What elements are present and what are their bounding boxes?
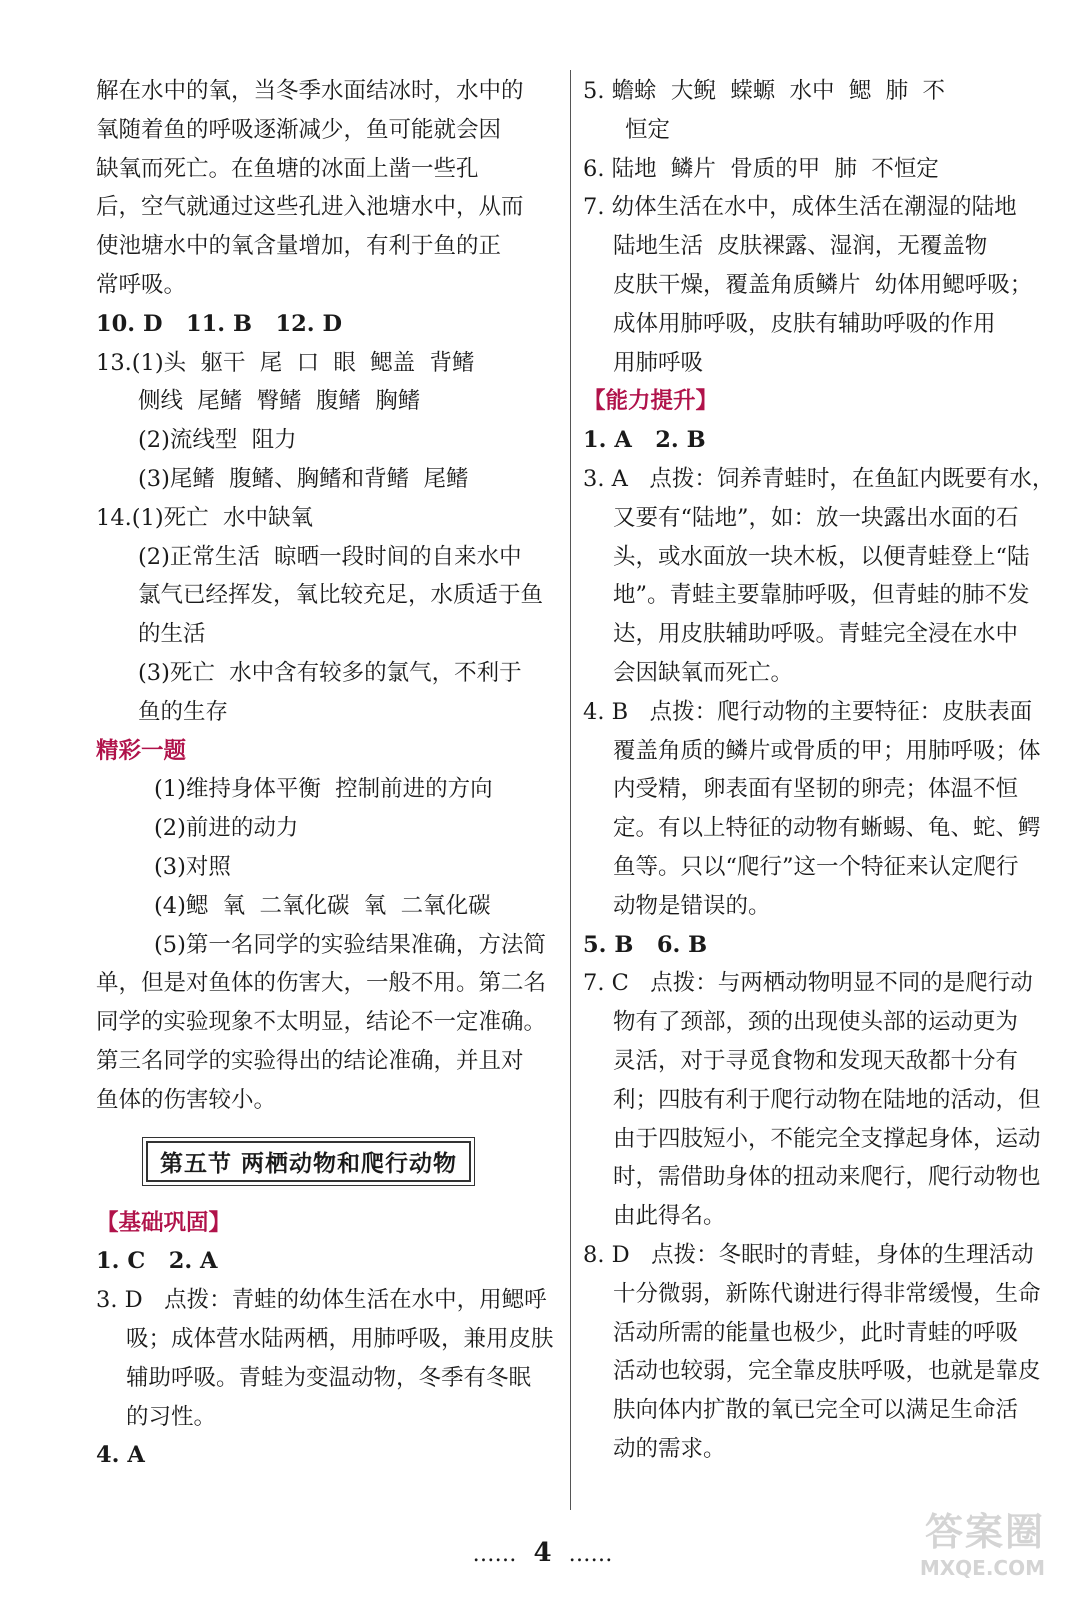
column-divider bbox=[570, 70, 571, 1510]
text-line: 动物是错误的。 bbox=[613, 892, 771, 919]
text-line: 3. D 点拨：青蛙的幼体生活在水中，用鳃呼 bbox=[96, 1287, 547, 1314]
text-line: 1. C 2. A bbox=[96, 1248, 218, 1275]
text-line: 利；四肢有利于爬行动物在陆地的活动，但 bbox=[613, 1086, 1041, 1113]
text-line: (3)尾鳍 腹鳍、胸鳍和背鳍 尾鳍 bbox=[138, 465, 469, 492]
text-line: 【能力提升】 bbox=[583, 388, 719, 415]
text-line: (2)流线型 阻力 bbox=[138, 427, 297, 454]
text-line: 第三名同学的实验得出的结论准确，并且对 bbox=[96, 1047, 524, 1074]
watermark-url: MXQE.COM bbox=[919, 1556, 1045, 1580]
footer-dots-left: …… bbox=[472, 1542, 517, 1567]
text-line: 10. D 11. B 12. D bbox=[96, 310, 342, 337]
right-lines bbox=[583, 72, 1055, 1469]
text-line: 时，需借助身体的扭动来爬行，爬行动物也 bbox=[613, 1164, 1041, 1191]
left-lines bbox=[96, 72, 566, 1120]
text-line: 8. D 点拨：冬眠时的青蛙，身体的生理活动 bbox=[583, 1241, 1034, 1268]
footer-dots-right: …… bbox=[568, 1542, 613, 1567]
text-line: 氯气已经挥发，氧比较充足，水质适于鱼 bbox=[138, 582, 544, 609]
text-line: 活动所需的能量也极少，此时青蛙的呼吸 bbox=[613, 1319, 1019, 1346]
text-line: 达，用皮肤辅助呼吸。青蛙完全浸在水中 bbox=[613, 621, 1019, 648]
text-line: (4)鳃 氧 二氧化碳 氧 二氧化碳 bbox=[154, 892, 491, 919]
left-column bbox=[96, 72, 566, 1475]
text-line: 辅助呼吸。青蛙为变温动物，冬季有冬眠 bbox=[126, 1364, 532, 1391]
text-line: 7. C 点拨：与两栖动物明显不同的是爬行动 bbox=[583, 970, 1033, 997]
text-line: 内受精，卵表面有坚韧的卵壳；体温不恒 bbox=[613, 776, 1019, 803]
text-line: 同学的实验现象不太明显，结论不一定准确。 bbox=[96, 1009, 547, 1036]
text-line: 4. A bbox=[96, 1442, 145, 1469]
text-line: 3. A 点拨：饲养青蛙时，在鱼缸内既要有水， bbox=[583, 465, 1055, 492]
text-line: 皮肤干燥，覆盖角质鳞片 幼体用鳃呼吸； bbox=[613, 271, 1033, 298]
text-line: 5. B 6. B bbox=[583, 931, 708, 958]
text-line: 用肺呼吸 bbox=[613, 349, 704, 376]
text-line: (3)死亡 水中含有较多的氯气，不利于 bbox=[138, 659, 522, 686]
text-line: 肤向体内扩散的氧已完全可以满足生命活 bbox=[613, 1397, 1019, 1424]
text-line: 鱼等。只以“爬行”这一个特征来认定爬行 bbox=[613, 853, 1019, 880]
text-line: 鱼体的伤害较小。 bbox=[96, 1086, 277, 1113]
page-number: 4 bbox=[533, 1538, 552, 1568]
text-line: 常呼吸。 bbox=[96, 271, 187, 298]
text-line: 头，或水面放一块木板，以便青蛙登上“陆 bbox=[613, 543, 1030, 570]
text-line: 14.(1)死亡 水中缺氧 bbox=[96, 504, 313, 531]
text-line: 解在水中的氧，当冬季水面结冰时，水中的 bbox=[96, 78, 524, 104]
text-line: (1)维持身体平衡 控制前进的方向 bbox=[154, 776, 493, 803]
text-line: 由于四肢短小，不能完全支撑起身体，运动 bbox=[613, 1125, 1041, 1152]
right-column bbox=[583, 72, 1055, 1469]
text-line: 缺氧而死亡。在鱼塘的冰面上凿一些孔 bbox=[96, 155, 479, 182]
text-line: 活动也较弱，完全靠皮肤呼吸，也就是靠皮 bbox=[613, 1358, 1041, 1385]
watermark-text: 答案圈 bbox=[924, 1510, 1045, 1554]
text-line: 覆盖角质的鳞片或骨质的甲；用肺呼吸；体 bbox=[613, 737, 1041, 764]
text-line: 十分微弱，新陈代谢进行得非常缓慢，生命 bbox=[613, 1280, 1041, 1307]
text-line: 【基础巩固】 bbox=[96, 1209, 232, 1236]
text-line: 定。有以上特征的动物有蜥蜴、龟、蛇、鳄 bbox=[613, 815, 1041, 842]
text-line: 侧线 尾鳍 臀鳍 腹鳍 胸鳍 bbox=[138, 388, 421, 415]
text-line: 陆地生活 皮肤裸露、湿润，无覆盖物 bbox=[613, 233, 988, 260]
text-line: 精彩一题 bbox=[96, 737, 187, 764]
text-line: 灵活，对于寻觅食物和发现天敌都十分有 bbox=[613, 1047, 1019, 1074]
section-title: 第五节 两栖动物和爬行动物 bbox=[146, 1141, 471, 1182]
text-line: 4. B 点拨：爬行动物的主要特征：皮肤表面 bbox=[583, 698, 1033, 725]
text-line: 鱼的生存 bbox=[138, 698, 229, 725]
text-line: 13.(1)头 躯干 尾 口 眼 鳃盖 背鳍 bbox=[96, 349, 475, 376]
text-line: 恒定 bbox=[625, 116, 671, 143]
text-line: 1. A 2. B bbox=[583, 427, 706, 454]
text-line: (3)对照 bbox=[154, 853, 231, 880]
text-line: 吸；成体营水陆两栖，用肺呼吸，兼用皮肤 bbox=[126, 1325, 554, 1352]
left-lines-after bbox=[96, 1204, 566, 1476]
text-line: 又要有“陆地”，如：放一块露出水面的石 bbox=[613, 504, 1019, 531]
text-line: 物有了颈部，颈的出现使头部的运动更为 bbox=[613, 1009, 1019, 1036]
text-line: 使池塘水中的氧含量增加，有利于鱼的正 bbox=[96, 233, 502, 260]
text-line: 7. 幼体生活在水中，成体生活在潮湿的陆地 bbox=[583, 194, 1017, 221]
text-line: 会因缺氧而死亡。 bbox=[613, 659, 794, 686]
text-line: (5)第一名同学的实验结果准确，方法简 bbox=[154, 931, 546, 958]
text-line: 成体用肺呼吸，皮肤有辅助呼吸的作用 bbox=[613, 310, 996, 337]
text-line: (2)前进的动力 bbox=[154, 815, 299, 842]
text-line: 5. 蟾蜍 大鲵 蝾螈 水中 鳃 肺 不 bbox=[583, 78, 945, 104]
text-line: (2)正常生活 晾晒一段时间的自来水中 bbox=[138, 543, 522, 570]
section-heading-row bbox=[96, 1120, 566, 1204]
text-line: 单，但是对鱼体的伤害大，一般不用。第二名 bbox=[96, 970, 547, 997]
text-line: 地”。青蛙主要靠肺呼吸，但青蛙的肺不发 bbox=[613, 582, 1030, 609]
text-line: 的生活 bbox=[138, 621, 206, 648]
text-line: 后，空气就通过这些孔进入池塘水中，从而 bbox=[96, 194, 524, 221]
text-line: 动的需求。 bbox=[613, 1435, 726, 1462]
text-line: 6. 陆地 鳞片 骨质的甲 肺 不恒定 bbox=[583, 155, 939, 182]
watermark-logo bbox=[920, 1501, 1045, 1580]
text-line: 的习性。 bbox=[126, 1403, 217, 1430]
text-line: 由此得名。 bbox=[613, 1203, 726, 1230]
text-line: 氧随着鱼的呼吸逐渐减少，鱼可能就会因 bbox=[96, 116, 502, 143]
